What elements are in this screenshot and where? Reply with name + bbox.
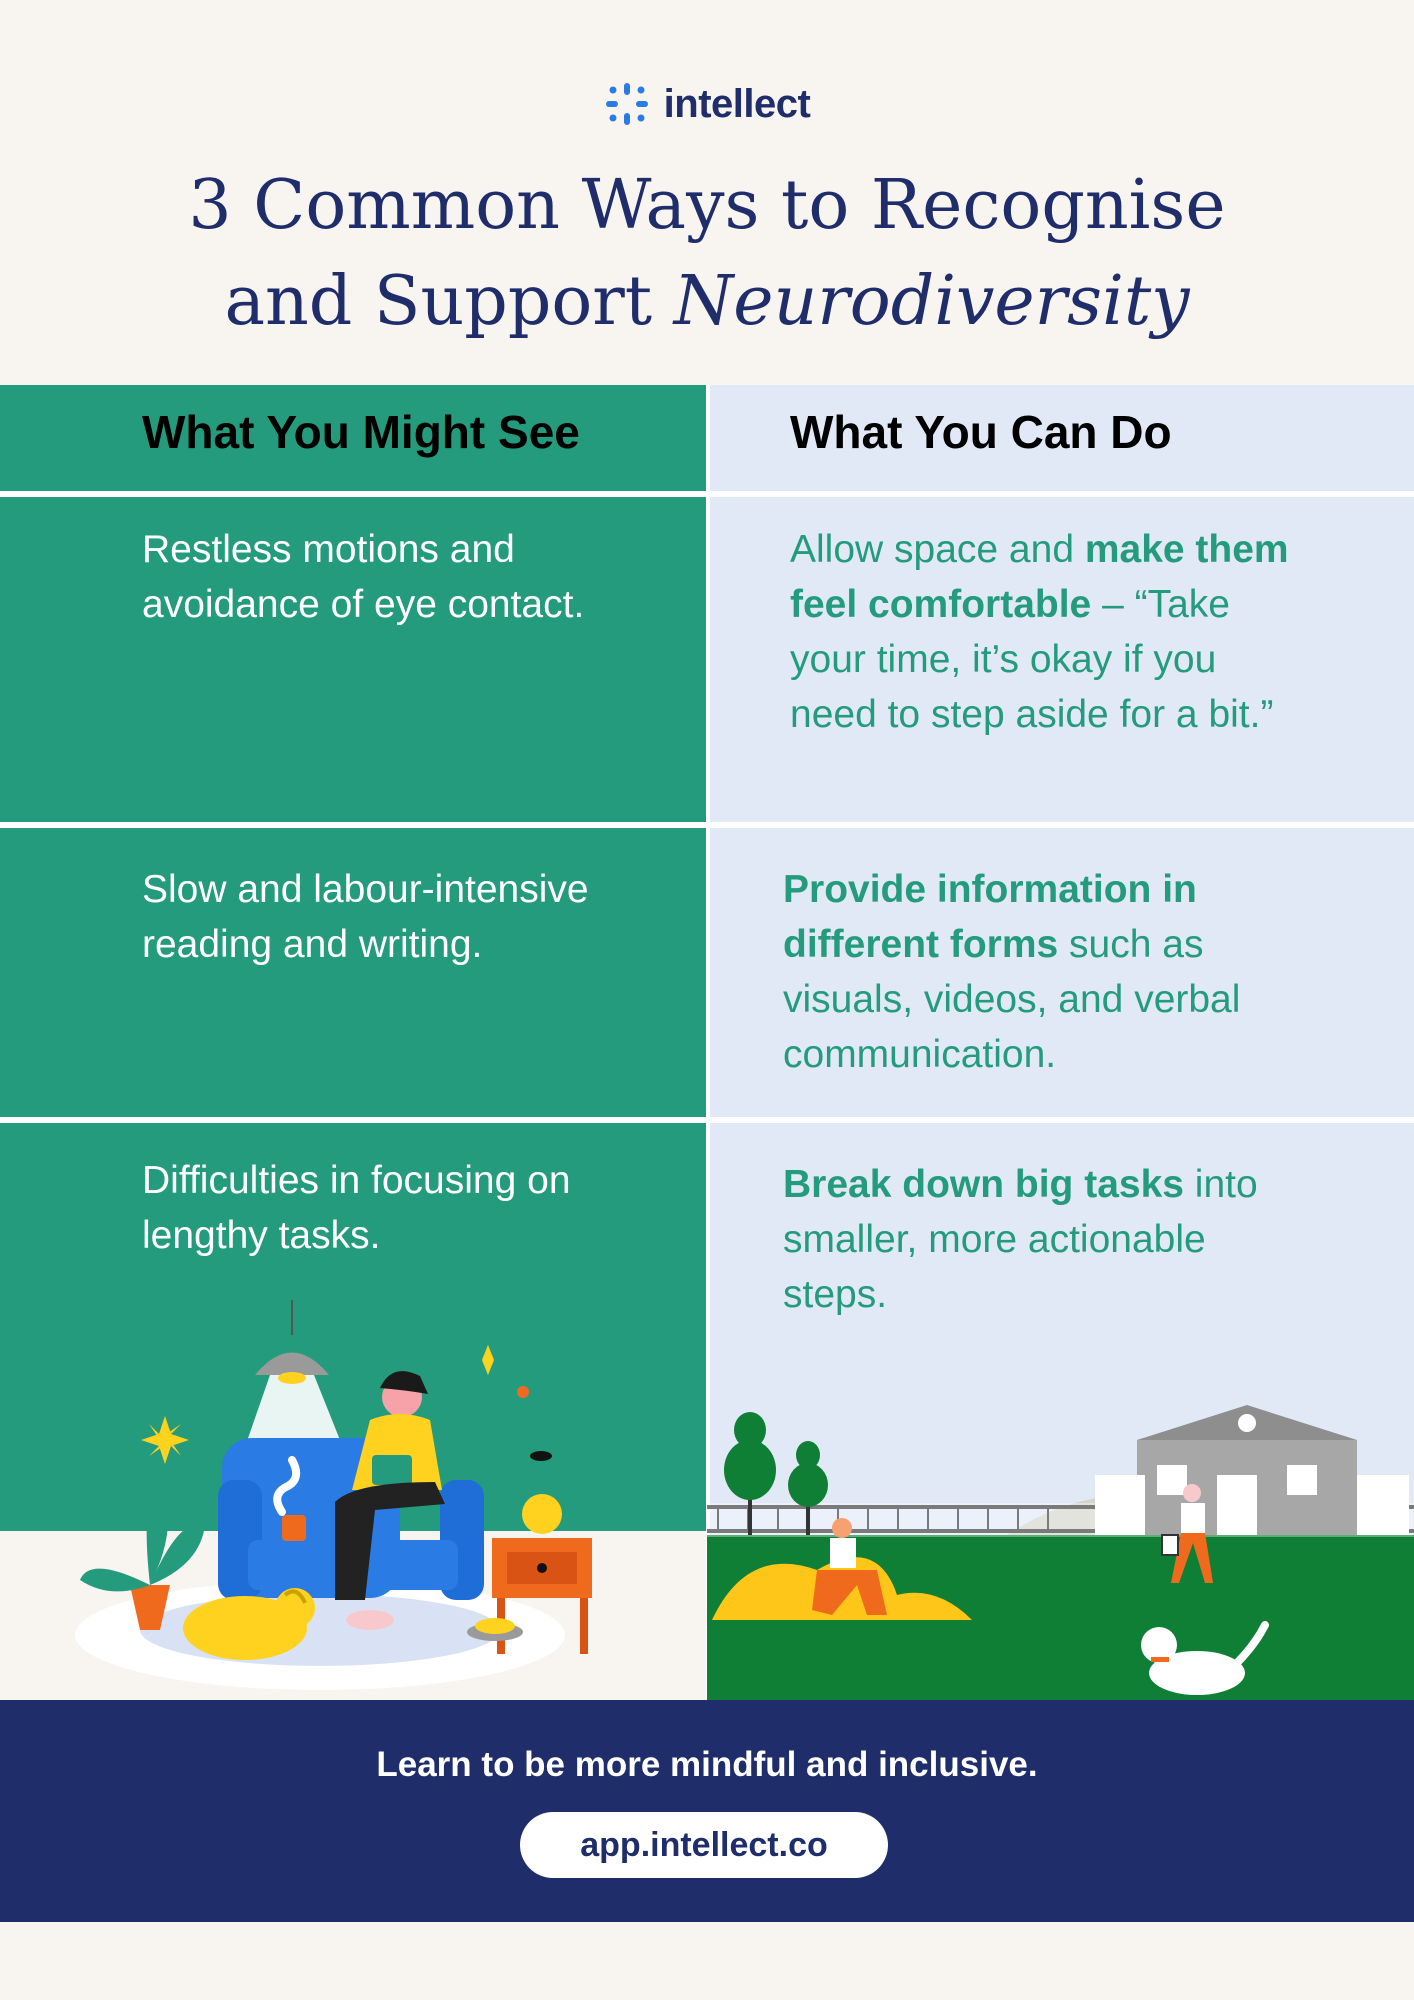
row-1-see: Restless motions and avoidance of eye contact. [142,528,585,626]
park-school-illustration [707,1395,1414,1700]
title-emphasis: Neurodiversity [673,262,1190,341]
woman-reading-illustration [0,1290,707,1700]
title-line-2 [0,254,1414,350]
footer-banner [0,1700,1414,1922]
header-what-you-might-see: What You Might See [142,406,580,458]
row-2-do-text-b: such as visuals, videos, and verbal communication. [783,923,1241,1076]
row-3-do [783,1157,1263,1322]
row-3-do-bold: Break down big tasks [783,1163,1184,1206]
star-icon [141,1416,189,1464]
row-1-do-bold: make them feel comfortable [790,528,1289,626]
row-2-do-bold: Provide information in different forms [783,868,1197,966]
row-1-do-text-b: – “Take your time, it’s okay if you need to step aside for a bit.” [790,583,1274,736]
row-3-see: Difficulties in focusing on lengthy tasks. [142,1159,571,1257]
row-2-do [783,862,1323,1082]
row-3-do-text-b: into smaller, more actionable steps. [783,1163,1258,1316]
title-line-2-prefix: and Support [224,262,674,341]
title-line-1: 3 Common Ways to Recognise [188,166,1226,245]
asterisk-dots-icon [604,81,650,127]
row-1-do [790,522,1310,742]
page-title [0,158,1414,350]
row-1-do-text-a: Allow space and [790,528,1085,571]
header-what-you-can-do: What You Can Do [790,406,1172,458]
footer-tagline: Learn to be more mindful and inclusive. [376,1745,1038,1784]
row-2-see: Slow and labour-intensive reading and writing. [142,868,589,966]
app-link-button[interactable]: app.intellect.co [520,1812,888,1878]
brand-name: intellect [663,81,811,126]
brand-logo [0,76,1414,132]
